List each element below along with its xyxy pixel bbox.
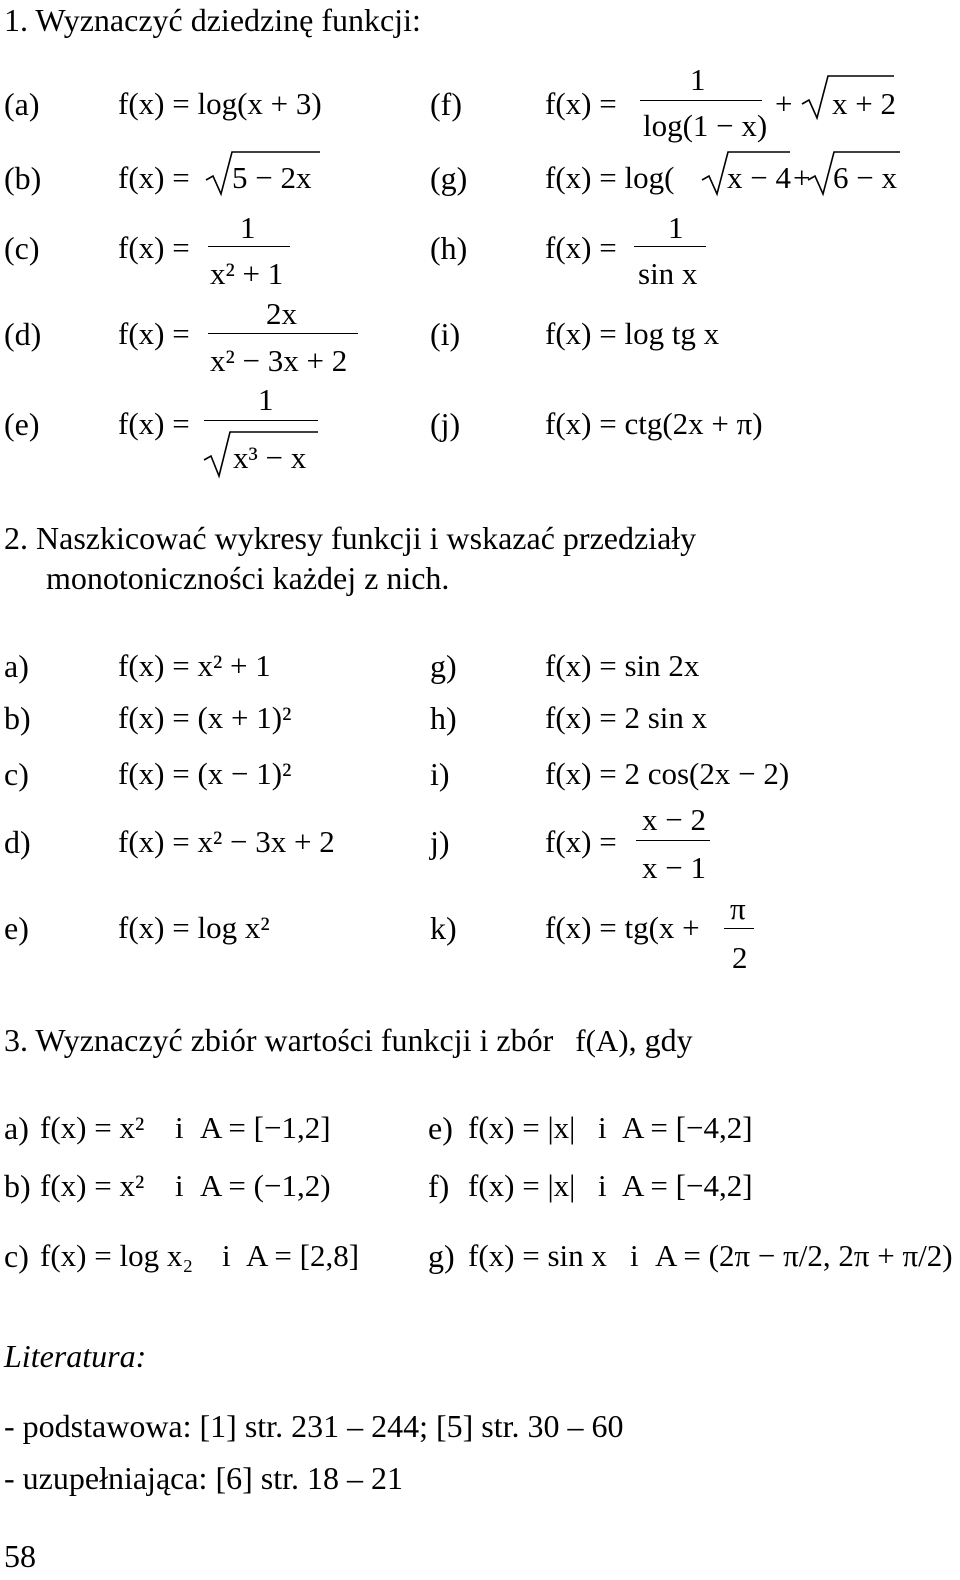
section-3-title	[4, 1024, 693, 1056]
section-1-title: 1. Wyznaczyć dziedzinę funkcji:	[4, 2, 421, 38]
section-3-title-text: 3. Wyznaczyć zbiór wartości funkcji i zbór	[4, 1022, 554, 1058]
ex2-c-label: c)	[4, 756, 29, 792]
ex1-b-label: (b)	[4, 160, 42, 196]
ex3-f-set: A = [−4,2]	[622, 1168, 753, 1203]
ex3-a-func: f(x) = x²	[40, 1110, 145, 1145]
ex1-d-label: (d)	[4, 316, 42, 352]
ex2-j-fraction-bar	[636, 840, 710, 841]
ex1-i-expr: f(x) = log tg x	[545, 316, 720, 351]
ex1-e-fraction-bar	[204, 420, 318, 421]
ex1-g-radicand2: 6 − x	[833, 160, 897, 195]
ex1-c-denominator: x² + 1	[210, 256, 284, 291]
ex1-e-label: (e)	[4, 406, 40, 442]
ex1-f-label: (f)	[430, 86, 462, 122]
ex2-g-label: g)	[430, 648, 457, 684]
ex1-h-denominator: sin x	[638, 256, 698, 291]
ex3-g-label: g)	[428, 1238, 455, 1274]
ex3-b-conj: i	[175, 1168, 184, 1203]
ex1-d-lhs: f(x) =	[118, 316, 190, 351]
ex1-j-expr: f(x) = ctg(2x + π)	[545, 406, 763, 441]
literature-heading: Literatura:	[4, 1338, 147, 1374]
ex1-c-numerator: 1	[240, 210, 256, 245]
ex3-a-set: A = [−1,2]	[200, 1110, 331, 1145]
page-number: 58	[4, 1538, 36, 1574]
ex1-f-denominator: log(1 − x)	[643, 108, 768, 143]
ex3-c-set: A = [2,8]	[246, 1238, 360, 1273]
ex1-a-expr: f(x) = log(x + 3)	[118, 86, 322, 121]
ex2-k-fraction-bar	[724, 928, 754, 929]
ex2-h-expr: f(x) = 2 sin x	[545, 700, 708, 735]
ex1-a-label: (a)	[4, 86, 40, 122]
ex3-b-func: f(x) = x²	[40, 1168, 145, 1203]
ex1-c-fraction-bar	[208, 246, 290, 247]
ex2-b-expr: f(x) = (x + 1)²	[118, 700, 292, 735]
ex2-e-label: e)	[4, 910, 29, 946]
ex1-c-lhs: f(x) =	[118, 230, 190, 265]
ex3-c-conj: i	[222, 1238, 231, 1273]
ex1-d-denominator: x² − 3x + 2	[210, 343, 348, 378]
ex3-b-set: A = (−1,2)	[200, 1168, 331, 1203]
ex2-i-expr: f(x) = 2 cos(2x − 2)	[545, 756, 790, 791]
ex2-h-label: h)	[430, 700, 457, 736]
ex2-a-label: a)	[4, 648, 29, 684]
ex1-g-lhs: f(x) = log(	[545, 160, 675, 195]
ex2-j-label: j)	[430, 824, 450, 860]
ex2-b-label: b)	[4, 700, 31, 736]
ex3-f-label: f)	[428, 1168, 450, 1204]
literature-item: - uzupełniająca: [6] str. 18 – 21	[4, 1460, 403, 1496]
literature-item: - podstawowa: [1] str. 231 – 244; [5] str. 30 – 60	[4, 1408, 624, 1444]
ex1-f-lhs: f(x) =	[545, 86, 617, 121]
section-3-title-fA: f(A)	[575, 1023, 629, 1058]
ex1-e-den-radicand: x³ − x	[233, 440, 307, 475]
ex3-f-func: f(x) = |x|	[468, 1168, 576, 1203]
ex3-g-func: f(x) = sin x	[468, 1238, 607, 1273]
ex1-d-fraction-bar	[208, 333, 358, 334]
ex3-a-conj: i	[175, 1110, 184, 1145]
ex2-j-numerator: x − 2	[642, 802, 706, 837]
ex1-e-numerator: 1	[258, 382, 274, 417]
ex1-f-numerator: 1	[690, 62, 706, 97]
ex2-j-lhs: f(x) =	[545, 824, 617, 859]
ex3-e-label: e)	[428, 1110, 453, 1146]
ex1-h-label: (h)	[430, 230, 468, 266]
ex2-k-lhs: f(x) = tg(x +	[545, 910, 700, 945]
ex1-b-radicand: 5 − 2x	[232, 160, 312, 195]
ex2-a-expr: f(x) = x² + 1	[118, 648, 271, 683]
ex1-f-fraction-bar	[640, 100, 762, 101]
ex1-e-lhs: f(x) =	[118, 406, 190, 441]
ex3-f-conj: i	[598, 1168, 607, 1203]
ex3-e-set: A = [−4,2]	[622, 1110, 753, 1145]
ex2-j-denominator: x − 1	[642, 850, 706, 885]
ex2-e-expr: f(x) = log x²	[118, 910, 270, 945]
ex2-k-label: k)	[430, 910, 457, 946]
ex3-c-func: f(x) = log x₂	[40, 1238, 194, 1273]
ex2-c-expr: f(x) = (x − 1)²	[118, 756, 292, 791]
ex1-h-numerator: 1	[668, 210, 684, 245]
ex2-d-label: d)	[4, 824, 31, 860]
ex1-f-radicand: x + 2	[832, 86, 896, 121]
section-3-title-end: , gdy	[628, 1022, 693, 1058]
ex2-d-expr: f(x) = x² − 3x + 2	[118, 824, 335, 859]
ex3-e-conj: i	[598, 1110, 607, 1145]
ex1-f-plus: +	[775, 86, 793, 121]
ex1-g-label: (g)	[430, 160, 468, 196]
ex3-c-label: c)	[4, 1238, 29, 1274]
ex1-g-radicand1: x − 4	[727, 160, 791, 195]
ex2-i-label: i)	[430, 756, 450, 792]
ex1-b-lhs: f(x) =	[118, 160, 190, 195]
section-2-title: 2. Naszkicować wykresy funkcji i wskazać przedziały	[4, 520, 697, 556]
ex1-h-fraction-bar	[634, 246, 706, 247]
ex3-g-set: A = (2π − π/2, 2π + π/2)	[655, 1238, 953, 1273]
ex1-h-lhs: f(x) =	[545, 230, 617, 265]
ex3-a-label: a)	[4, 1110, 29, 1146]
ex3-g-conj: i	[630, 1238, 639, 1273]
ex1-g-plus: +	[793, 160, 811, 195]
ex2-k-numerator: π	[730, 891, 746, 926]
ex2-g-expr: f(x) = sin 2x	[545, 648, 700, 683]
ex3-e-func: f(x) = |x|	[468, 1110, 576, 1145]
ex2-k-denominator: 2	[732, 940, 748, 975]
ex1-i-label: (i)	[430, 316, 461, 352]
ex3-b-label: b)	[4, 1168, 31, 1204]
section-2-title-cont: monotoniczności każdej z nich.	[46, 560, 450, 596]
ex1-d-numerator: 2x	[266, 296, 297, 331]
ex1-j-label: (j)	[430, 406, 461, 442]
ex1-c-label: (c)	[4, 230, 40, 266]
